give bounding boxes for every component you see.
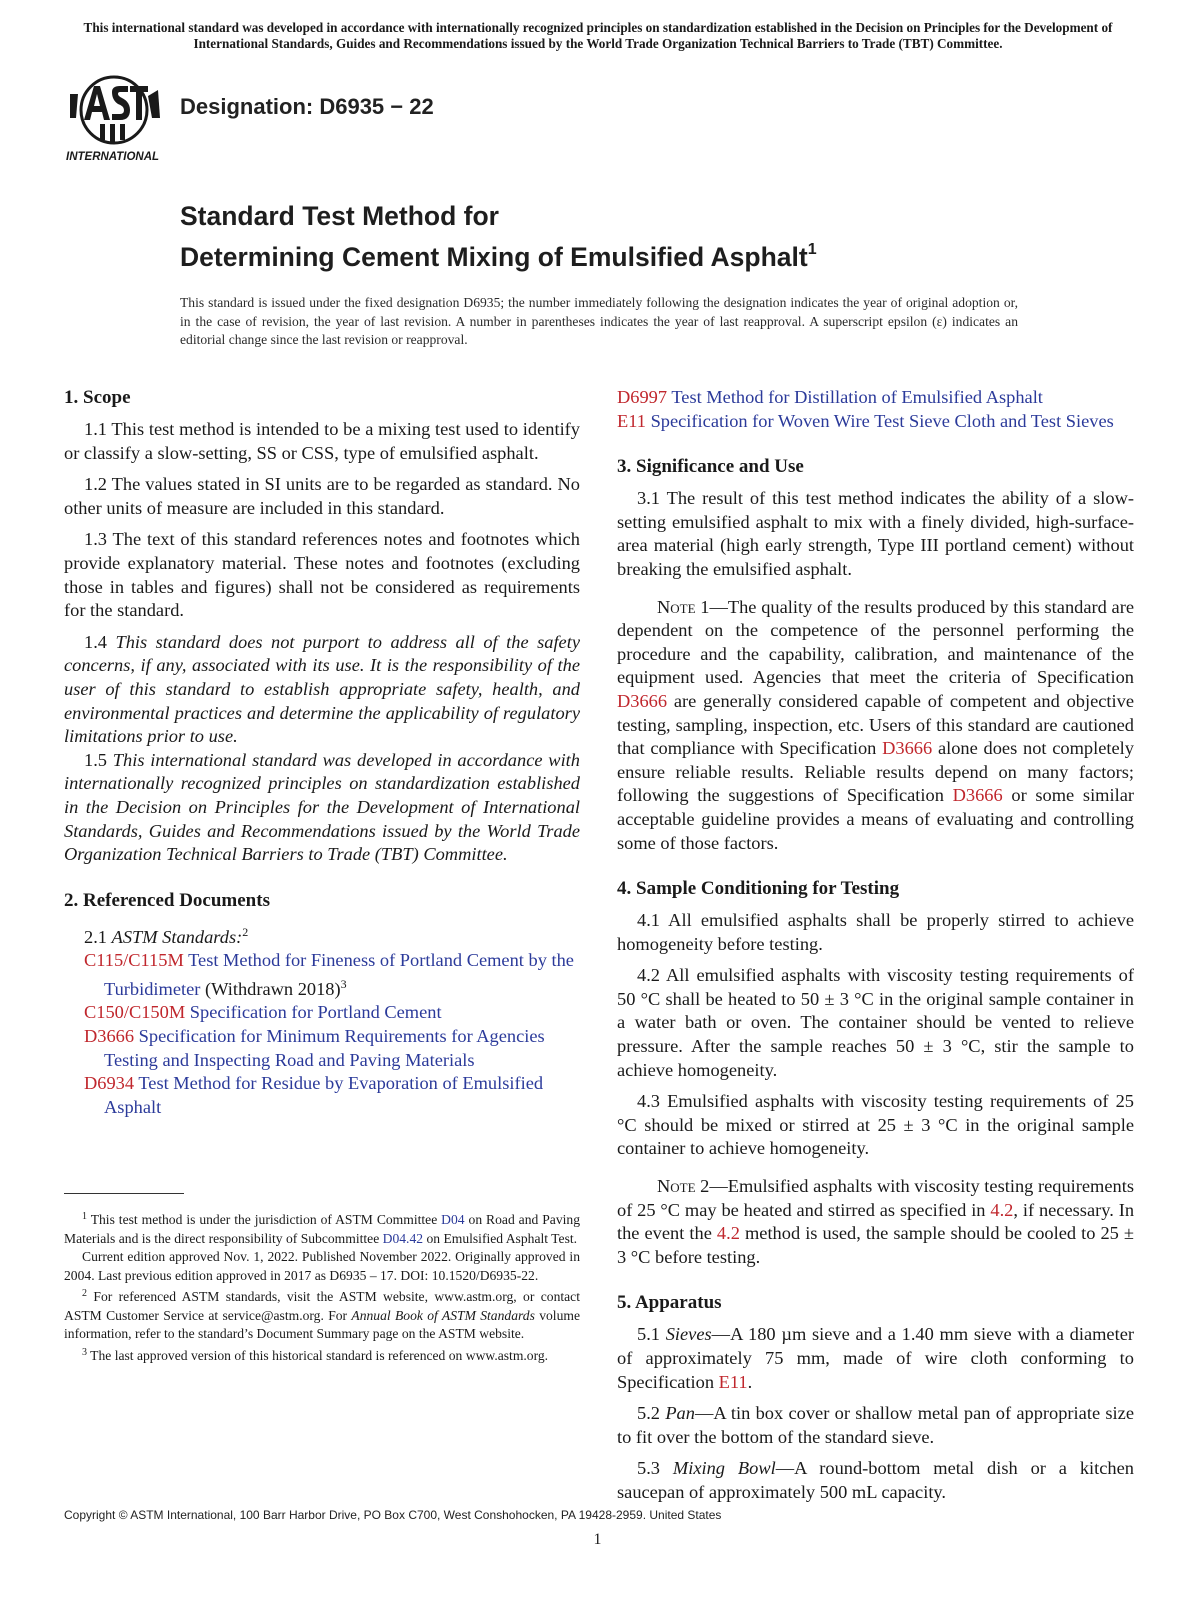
committee-link[interactable]: D04 (441, 1212, 465, 1227)
footnote-1-edition: Current edition approved Nov. 1, 2022. Published November 2022. Originally approved in 2004. Last previous edition approved in 2017 as D6935 – 17. DOI: 10.1520/D6935-22. (64, 1249, 580, 1283)
page-number: 1 (593, 1531, 602, 1548)
note-1: Note 1—The quality of the results produced by this standard are dependent on the competence of the personnel performing the procedure and the capability, calibration, and maintenance of the equipment used. Agencies that meet the criteria of Specification D3666 are generally considered capable of competent and objective testing, sampling, inspection, etc. Users of this standard are cautioned that compliance with Specification D3666 alone does not completely ensure reliable results. Reliable results depend on many factors; following the suggestions of Specification D3666 or some similar acceptable guideline provides a means of evaluating and controlling some of those factors. (617, 596, 1134, 853)
reference-item[interactable]: C115/C115M Test Method for Fineness of Portland Cement by the Turbidimeter (Withdrawn 2018)$^3$ (84, 950, 574, 999)
reference-item[interactable]: C150/C150M Specification for Portland Cement (84, 1002, 442, 1023)
title-footnote-ref[interactable]: 1 (807, 241, 817, 258)
footnote-3: $^3$ The last approved version of this historical standard is referenced on www.astm.org. (82, 1346, 549, 1363)
section-heading-referenced-documents: 2. Referenced Documents (64, 889, 270, 911)
reference-item[interactable]: D6997 Test Method for Distillation of Emulsified Asphalt (617, 387, 1043, 407)
paragraph-5-3: 5.3 Mixing Bowl—A round-bottom metal dish or a kitchen saucepan of approximately 500 mL capacity. (617, 1458, 1134, 1502)
reference-item[interactable]: E11 Specification for Woven Wire Test Sieve Cloth and Test Sieves (617, 410, 1114, 431)
title-line-2: Determining Cement Mixing of Emulsified Asphalt$^1$ (180, 241, 817, 272)
section-heading-apparatus: 5. Apparatus (617, 1292, 722, 1314)
section-heading-conditioning: 4. Sample Conditioning for Testing (617, 878, 900, 900)
footnote-1: $^1$ This test method is under the jurisdiction of ASTM Committee D04 on Road and Paving Materials and is the direct responsibility of Subcommittee D04.42 on Emulsified Asphalt Test. (64, 1211, 581, 1246)
section-heading-significance: 3. Significance and Use (617, 456, 804, 478)
reference-item[interactable]: D3666 Specification for Minimum Requirements for Agencies Testing and Inspecting Road and Paving Materials (84, 1026, 545, 1070)
paragraph-4-3: 4.3 Emulsified asphalts with viscosity testing requirements of 25 °C should be mixed or stirred at 25 ± 3 °C in the original sample container to achieve homogeneity. (617, 1091, 1134, 1159)
paragraph-1-3: 1.3 The text of this standard references notes and footnotes which provide explanatory material. These notes and footnotes (excluding those in tables and figures) shall not be considered as requirements for the standard. (64, 529, 580, 621)
e11-link[interactable]: E11 (718, 1371, 748, 1392)
d3666-link[interactable]: D3666 (952, 785, 1003, 806)
footnote-2: $^2$ For referenced ASTM standards, visit the ASTM website, www.astm.org, or contact ASTM Customer Service at service@astm.org. For Annual Book of ASTM Standards volume information, refer to the standard’s Document Summary page on the ASTM website. (64, 1288, 580, 1341)
paragraph-4-2: 4.2 All emulsified asphalts with viscosity testing requirements of 50 °C shall be heated to 50 ± 3 °C in the original sample container in a water bath or oven. The container should be vented to relieve pressure. After the sample reaches 50 ± 3 °C, stir the sample to achieve homogeneity. (617, 965, 1134, 1080)
section-4-2-link[interactable]: 4.2 (990, 1199, 1014, 1220)
paragraph-4-1: 4.1 All emulsified asphalts shall be properly stirred to achieve homogeneity before testing. (617, 910, 1134, 954)
paragraph-3-1: 3.1 The result of this test method indicates the ability of a slow-setting emulsified asphalt to mix with a finely divided, high-surface-area material (high early strength, Type III portland cement) without breaking the emulsified asphalt. (617, 488, 1134, 579)
paragraph-1-2: 1.2 The values stated in SI units are to be regarded as standard. No other units of measure are included in this standard. (64, 474, 580, 518)
document-title (180, 200, 817, 274)
note-2: Note 2—Emulsified asphalts with viscosity testing requirements of 25 °C may be heated and stirred as specified in 4.2, if necessary. In the event the 4.2 method is used, the sample should be cooled to 25 ± 3 °C before testing. (617, 1176, 1135, 1267)
logo-label: INTERNATIONAL (66, 151, 160, 163)
reference-item[interactable]: D6934 Test Method for Residue by Evaporation of Emulsified Asphalt (84, 1073, 544, 1117)
designation: Designation: D6935 − 22 (180, 94, 434, 119)
paragraph-1-5: 1.5 This international standard was developed in accordance with internationally recognized principles on standardization established in the Decision on Principles for the Development of International Standards, Guides and Recommendations issued by the World Trade Organization Technical Barriers to Trade (TBT) Committee. (64, 749, 580, 865)
paragraph-5-1: 5.1 Sieves—A 180 µm sieve and a 1.40 mm sieve with a diameter of approximately 75 mm, made of wire cloth conforming to Specification E11. (617, 1324, 1134, 1392)
international-standard-notice: This international standard was developed in accordance with internationally recognized principles on standardization established in the Decision on Principles for the Development of International Standards, Guides and Recommendations issued by the World Trade Organization Technical Barriers to Trade (TBT) Committee. (83, 20, 1113, 51)
d3666-link[interactable]: D3666 (617, 690, 668, 711)
section-heading-scope: 1. Scope (64, 387, 131, 408)
copyright-footer: Copyright © ASTM International, 100 Barr Harbor Drive, PO Box C700, West Conshohocken, PA 19428-2959. United States (64, 1508, 722, 1522)
footnote-divider (64, 1193, 184, 1194)
section-4-2-link[interactable]: 4.2 (716, 1223, 740, 1244)
astm-standards-label: 2.1 ASTM Standards:$^2$ (84, 924, 249, 947)
title-line-1: Standard Test Method for (180, 201, 499, 231)
d3666-link[interactable]: D3666 (882, 738, 933, 759)
paragraph-5-2: 5.2 Pan—A tin box cover or shallow metal pan of appropriate size to fit over the bottom of the standard sieve. (617, 1403, 1134, 1447)
astm-logo (64, 72, 168, 166)
paragraph-1-1: 1.1 This test method is intended to be a mixing test used to identify or classify a slow-setting, SS or CSS, type of emulsified asphalt. (64, 419, 580, 463)
subcommittee-link[interactable]: D04.42 (382, 1230, 424, 1246)
footnotes (64, 1208, 580, 1365)
footnote-ref-2[interactable]: 2 (242, 924, 249, 939)
right-column (617, 386, 1134, 1505)
footnote-ref-3[interactable]: 3 (340, 976, 347, 991)
left-column (64, 386, 580, 1119)
preamble: This standard is issued under the fixed designation D6935; the number immediately following the designation indicates the year of original adoption or, in the case of revision, the year of last revision. A number in parentheses indicates the year of last reapproval. A superscript epsilon (ε) indicates an editorial change since the last revision or reapproval. (180, 295, 1018, 347)
paragraph-1-4: 1.4 This standard does not purport to address all of the safety concerns, if any, associated with its use. It is the responsibility of the user of this standard to establish appropriate safety, health, and environmental practices and determine the applicability of regulatory limitations prior to use. (64, 631, 580, 747)
